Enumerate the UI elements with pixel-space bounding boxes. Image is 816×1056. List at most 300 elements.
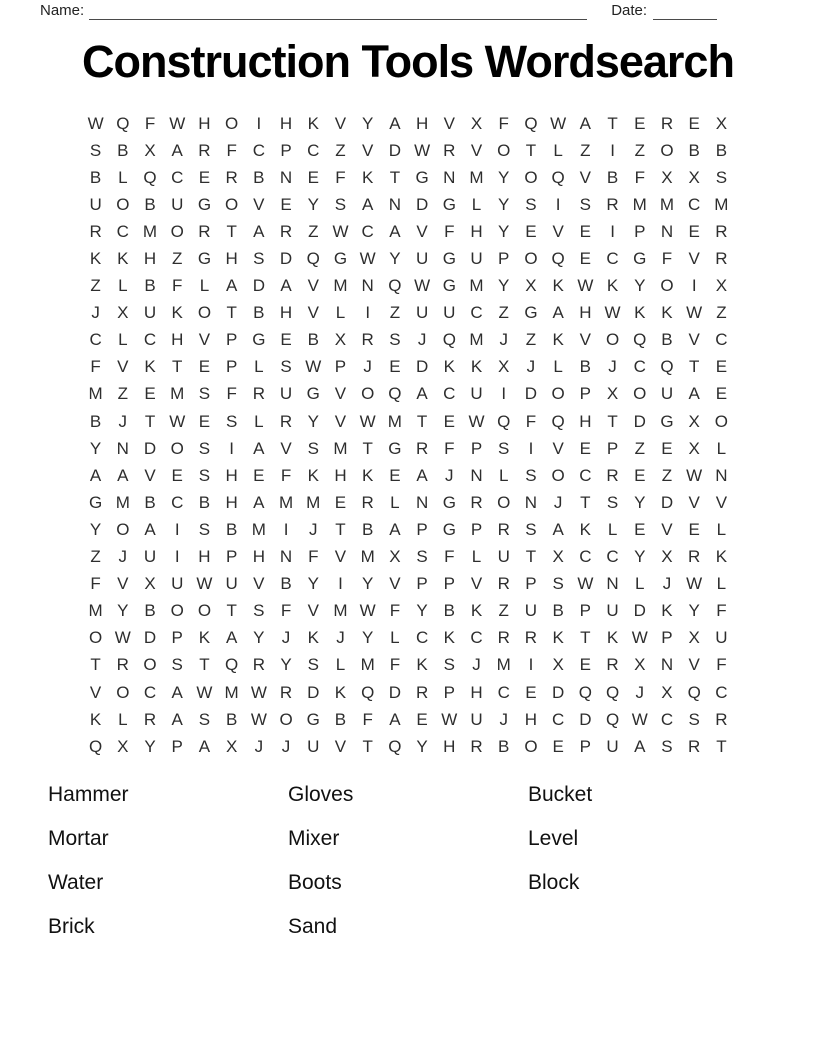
- grid-letter: B: [144, 601, 156, 621]
- grid-letter: U: [143, 303, 157, 323]
- word-list-item: Block: [528, 871, 580, 894]
- grid-letter: O: [197, 601, 212, 621]
- grid-letter: R: [470, 736, 483, 756]
- name-blank-line: [89, 5, 587, 20]
- grid-letter: Z: [90, 276, 101, 296]
- grid-letter: O: [170, 438, 184, 458]
- grid-letter: E: [307, 167, 319, 187]
- grid-letter: X: [688, 438, 700, 458]
- grid-letter: J: [281, 736, 291, 756]
- grid-letter: G: [442, 492, 456, 512]
- grid-letter: L: [335, 303, 346, 323]
- grid-letter: D: [252, 276, 265, 296]
- grid-letter: Y: [307, 411, 319, 431]
- word-list-column: [528, 773, 768, 949]
- grid-letter: A: [416, 384, 428, 404]
- grid-letter: V: [552, 438, 564, 458]
- grid-letter: M: [469, 167, 484, 187]
- grid-letter: F: [389, 655, 401, 675]
- grid-letter: S: [715, 167, 728, 187]
- grid-letter: C: [361, 221, 374, 241]
- grid-letter: T: [144, 411, 156, 431]
- grid-letter: Y: [688, 601, 700, 621]
- grid-letter: F: [90, 574, 101, 594]
- grid-letter: V: [253, 574, 265, 594]
- grid-letter: F: [444, 438, 455, 458]
- grid-letter: O: [225, 194, 239, 214]
- grid-letter: X: [715, 276, 728, 296]
- grid-letter: K: [661, 601, 673, 621]
- grid-letter: Y: [634, 492, 646, 512]
- grid-letter: M: [333, 438, 348, 458]
- grid-letter: M: [142, 221, 158, 241]
- grid-letter: W: [686, 574, 703, 594]
- grid-letter: J: [254, 736, 264, 756]
- grid-letter: G: [333, 249, 348, 269]
- grid-letter: P: [443, 682, 455, 702]
- word-list-item: Brick: [48, 915, 95, 938]
- word-list: [48, 773, 768, 949]
- grid-letter: X: [117, 736, 129, 756]
- grid-letter: R: [89, 221, 102, 241]
- grid-letter: L: [553, 357, 563, 377]
- grid-letter: P: [443, 574, 455, 594]
- grid-letter: D: [143, 628, 157, 648]
- grid-letter: T: [607, 113, 618, 133]
- grid-letter: J: [445, 465, 454, 485]
- grid-letter: P: [579, 736, 592, 756]
- grid-letter: U: [279, 384, 293, 404]
- grid-letter: H: [225, 492, 238, 512]
- grid-letter: U: [606, 601, 619, 621]
- grid-letter: E: [688, 113, 700, 133]
- grid-letter: C: [715, 330, 728, 350]
- grid-letter: Y: [253, 628, 265, 648]
- grid-letter: K: [307, 465, 319, 485]
- grid-letter: L: [635, 574, 645, 594]
- grid-letter: O: [88, 628, 103, 648]
- grid-letter: C: [143, 682, 157, 702]
- grid-letter: R: [415, 682, 429, 702]
- grid-letter: Y: [416, 601, 428, 621]
- grid-letter: N: [279, 547, 293, 567]
- grid-letter: C: [252, 140, 265, 160]
- grid-letter: V: [253, 194, 265, 214]
- grid-letter: R: [497, 574, 510, 594]
- grid-letter: H: [470, 682, 483, 702]
- grid-letter: E: [634, 113, 646, 133]
- grid-letter: L: [118, 709, 128, 729]
- grid-letter: U: [470, 709, 483, 729]
- grid-letter: T: [199, 655, 210, 675]
- grid-letter: X: [389, 547, 401, 567]
- grid-letter: Y: [307, 574, 319, 594]
- grid-letter: M: [115, 492, 130, 512]
- grid-letter: A: [171, 709, 183, 729]
- grid-letter: S: [253, 249, 265, 269]
- grid-letter: L: [254, 411, 264, 431]
- grid-letter: U: [470, 384, 483, 404]
- grid-letter: B: [198, 492, 211, 512]
- grid-letter: Q: [605, 709, 620, 729]
- grid-letter: V: [470, 574, 483, 594]
- grid-letter: A: [280, 276, 292, 296]
- grid-letter: N: [715, 465, 728, 485]
- grid-letter: L: [471, 194, 482, 214]
- grid-letter: H: [225, 465, 238, 485]
- grid-letter: K: [362, 465, 374, 485]
- grid-letter: V: [579, 330, 592, 350]
- grid-letter: A: [225, 628, 238, 648]
- grid-letter: Z: [90, 547, 101, 567]
- grid-letter: L: [118, 276, 128, 296]
- grid-letter: Q: [605, 682, 620, 702]
- grid-letter: V: [307, 601, 319, 621]
- grid-letter: F: [716, 601, 727, 621]
- grid-letter: I: [283, 519, 289, 539]
- grid-letter: V: [307, 276, 319, 296]
- word-list-item: Hammer: [48, 783, 129, 806]
- grid-letter: L: [199, 276, 210, 296]
- grid-letter: E: [661, 438, 673, 458]
- grid-letter: W: [631, 709, 648, 729]
- grid-letter: E: [688, 519, 700, 539]
- grid-letter: E: [579, 221, 592, 241]
- grid-letter: M: [659, 194, 675, 214]
- grid-letter: J: [309, 519, 318, 539]
- grid-letter: C: [579, 465, 592, 485]
- grid-letter: M: [224, 682, 239, 702]
- grid-letter: J: [336, 628, 345, 648]
- grid-letter: X: [661, 682, 673, 702]
- grid-letter: J: [363, 357, 372, 377]
- grid-letter: D: [524, 384, 538, 404]
- grid-letter: C: [415, 628, 429, 648]
- grid-letter: U: [225, 574, 238, 594]
- word-list-item: Mortar: [48, 827, 109, 850]
- grid-letter: I: [528, 655, 534, 675]
- grid-letter: K: [552, 276, 564, 296]
- grid-letter: H: [171, 330, 184, 350]
- grid-letter: G: [197, 249, 212, 269]
- grid-letter: A: [253, 221, 265, 241]
- grid-letter: B: [280, 574, 292, 594]
- grid-letter: S: [171, 655, 183, 675]
- grid-letter: P: [579, 384, 592, 404]
- grid-letter: E: [634, 519, 646, 539]
- grid-letter: D: [388, 140, 402, 160]
- grid-letter: K: [661, 303, 673, 323]
- grid-letter: F: [389, 601, 401, 621]
- grid-letter: E: [688, 221, 700, 241]
- grid-letter: D: [633, 411, 646, 431]
- grid-letter: O: [497, 140, 511, 160]
- grid-letter: J: [281, 628, 291, 648]
- grid-letter: R: [688, 547, 701, 567]
- grid-letter: E: [416, 709, 428, 729]
- grid-letter: B: [144, 276, 156, 296]
- word-list-item: Sand: [288, 915, 338, 938]
- grid-letter: G: [88, 492, 103, 512]
- grid-letter: D: [633, 601, 646, 621]
- grid-letter: X: [144, 140, 156, 160]
- grid-letter: M: [170, 384, 185, 404]
- grid-letter: H: [415, 113, 429, 133]
- grid-letter: J: [472, 655, 481, 675]
- grid-letter: J: [118, 547, 128, 567]
- grid-letter: R: [660, 113, 674, 133]
- grid-letter: E: [389, 357, 401, 377]
- grid-letter: C: [688, 194, 701, 214]
- grid-letter: O: [660, 140, 674, 160]
- grid-letter: Q: [633, 330, 647, 350]
- grid-letter: S: [198, 519, 211, 539]
- grid-letter: R: [606, 465, 619, 485]
- grid-letter: A: [389, 221, 401, 241]
- grid-letter: T: [580, 492, 591, 512]
- grid-letter: S: [443, 655, 455, 675]
- grid-letter: M: [496, 655, 511, 675]
- grid-letter: T: [90, 655, 101, 675]
- word-list-item: Bucket: [528, 783, 593, 806]
- grid-letter: J: [91, 303, 100, 323]
- grid-letter: E: [280, 194, 292, 214]
- grid-letter: V: [117, 574, 129, 594]
- grid-letter: B: [225, 709, 238, 729]
- grid-letter: E: [525, 221, 537, 241]
- grid-letter: G: [442, 194, 456, 214]
- grid-letter: P: [661, 628, 673, 648]
- grid-letter: D: [415, 357, 429, 377]
- grid-letter: R: [361, 330, 374, 350]
- grid-letter: J: [553, 492, 563, 512]
- grid-letter: T: [362, 438, 373, 458]
- grid-letter: S: [198, 709, 211, 729]
- grid-letter: A: [89, 465, 102, 485]
- grid-letter: S: [89, 140, 102, 160]
- grid-letter: C: [143, 330, 157, 350]
- grid-letter: O: [660, 276, 674, 296]
- grid-letter: H: [225, 249, 238, 269]
- grid-letter: W: [686, 303, 703, 323]
- grid-letter: Y: [389, 249, 401, 269]
- grid-letter: K: [307, 628, 319, 648]
- grid-letter: Z: [498, 601, 509, 621]
- grid-letter: R: [252, 384, 265, 404]
- grid-letter: F: [634, 167, 645, 187]
- grid-letter: S: [198, 438, 211, 458]
- grid-letter: Y: [89, 519, 102, 539]
- grid-letter: W: [359, 411, 376, 431]
- word-list-column: [288, 773, 528, 949]
- grid-letter: Z: [308, 221, 319, 241]
- grid-letter: Q: [88, 736, 103, 756]
- grid-letter: T: [716, 736, 727, 756]
- grid-letter: R: [279, 682, 293, 702]
- grid-letter: M: [387, 411, 402, 431]
- grid-letter: X: [144, 574, 156, 594]
- grid-letter: S: [280, 357, 292, 377]
- grid-letter: U: [415, 249, 429, 269]
- grid-letter: C: [606, 249, 619, 269]
- grid-letter: W: [332, 221, 349, 241]
- grid-letter: U: [660, 384, 674, 404]
- grid-letter: E: [525, 682, 537, 702]
- grid-letter: Q: [442, 330, 456, 350]
- grid-letter: I: [174, 519, 180, 539]
- grid-letter: E: [171, 465, 183, 485]
- grid-letter: V: [688, 492, 700, 512]
- grid-letter: Q: [388, 384, 402, 404]
- grid-letter: J: [635, 682, 645, 702]
- grid-letter: F: [226, 384, 237, 404]
- grid-letter: U: [497, 547, 510, 567]
- grid-letter: Y: [307, 194, 319, 214]
- grid-letter: P: [225, 330, 238, 350]
- grid-letter: U: [524, 601, 538, 621]
- grid-letter: B: [552, 601, 564, 621]
- grid-letter: W: [169, 113, 186, 133]
- grid-letter: F: [335, 167, 346, 187]
- grid-letter: B: [606, 167, 619, 187]
- grid-letter: U: [171, 574, 184, 594]
- grid-letter: Q: [306, 249, 320, 269]
- grid-letter: H: [443, 736, 456, 756]
- grid-letter: U: [143, 547, 157, 567]
- grid-letter: S: [253, 601, 265, 621]
- grid-letter: W: [577, 574, 594, 594]
- grid-letter: E: [579, 655, 592, 675]
- grid-letter: F: [498, 113, 509, 133]
- grid-letter: N: [415, 492, 429, 512]
- grid-letter: N: [279, 167, 293, 187]
- grid-letter: T: [607, 411, 618, 431]
- grid-letter: I: [555, 194, 561, 214]
- grid-letter: C: [89, 330, 102, 350]
- grid-letter: A: [416, 465, 428, 485]
- grid-letter: C: [552, 709, 565, 729]
- grid-letter: K: [579, 519, 592, 539]
- grid-letter: Q: [551, 167, 565, 187]
- grid-letter: H: [279, 303, 293, 323]
- grid-letter: Y: [498, 167, 510, 187]
- grid-letter: S: [552, 574, 564, 594]
- grid-letter: V: [280, 438, 292, 458]
- grid-letter: D: [660, 492, 674, 512]
- grid-letter: W: [359, 601, 376, 621]
- grid-letter: H: [252, 547, 265, 567]
- grid-letter: C: [470, 628, 483, 648]
- grid-letter: N: [660, 221, 674, 241]
- grid-letter: R: [198, 140, 211, 160]
- grid-letter: K: [198, 628, 211, 648]
- grid-letter: U: [606, 736, 619, 756]
- word-list-column: [48, 773, 288, 949]
- grid-letter: Q: [524, 113, 538, 133]
- grid-letter: V: [144, 465, 156, 485]
- grid-letter: I: [501, 384, 507, 404]
- grid-letter: O: [551, 465, 565, 485]
- grid-letter: B: [661, 330, 673, 350]
- grid-letter: J: [608, 357, 617, 377]
- grid-letter: X: [334, 330, 347, 350]
- grid-letter: T: [525, 547, 537, 567]
- grid-letter: R: [361, 492, 374, 512]
- grid-letter: S: [661, 736, 673, 756]
- grid-letter: Q: [388, 276, 402, 296]
- grid-letter: N: [524, 492, 538, 512]
- grid-letter: Y: [498, 221, 510, 241]
- grid-letter: J: [499, 709, 508, 729]
- grid-letter: E: [715, 384, 728, 404]
- grid-letter: X: [606, 384, 619, 404]
- grid-letter: W: [87, 113, 104, 133]
- grid-letter: F: [362, 709, 373, 729]
- grid-letter: C: [443, 384, 456, 404]
- grid-letter: V: [579, 167, 592, 187]
- grid-letter: A: [171, 140, 183, 160]
- grid-letter: W: [550, 113, 567, 133]
- grid-letter: X: [661, 167, 673, 187]
- grid-letter: S: [198, 384, 211, 404]
- grid-letter: Z: [389, 303, 401, 323]
- grid-letter: A: [253, 438, 265, 458]
- grid-letter: G: [660, 411, 674, 431]
- grid-letter: C: [171, 492, 184, 512]
- grid-letter: L: [254, 357, 264, 377]
- grid-letter: V: [117, 357, 129, 377]
- grid-letter: A: [117, 465, 129, 485]
- grid-letter: F: [661, 249, 673, 269]
- grid-letter: Y: [362, 574, 374, 594]
- grid-letter: T: [226, 221, 237, 241]
- grid-letter: K: [634, 303, 646, 323]
- grid-letter: K: [470, 601, 483, 621]
- grid-letter: H: [279, 113, 293, 133]
- grid-letter: Q: [116, 113, 130, 133]
- grid-letter: T: [335, 519, 346, 539]
- grid-letter: N: [606, 574, 619, 594]
- grid-letter: M: [469, 330, 484, 350]
- grid-letter: L: [498, 465, 509, 485]
- grid-letter: S: [606, 492, 619, 512]
- grid-letter: V: [688, 249, 700, 269]
- grid-letter: S: [307, 438, 319, 458]
- grid-letter: W: [468, 411, 485, 431]
- grid-letter: L: [716, 519, 727, 539]
- grid-letter: K: [307, 113, 319, 133]
- grid-letter: A: [362, 194, 374, 214]
- grid-letter: R: [715, 221, 728, 241]
- grid-letter: W: [631, 628, 648, 648]
- grid-letter: Q: [578, 682, 592, 702]
- grid-letter: P: [280, 140, 292, 160]
- grid-letter: C: [116, 221, 129, 241]
- word-list-item: Water: [48, 871, 104, 894]
- grid-letter: O: [361, 384, 375, 404]
- grid-letter: B: [307, 330, 319, 350]
- grid-letter: F: [144, 113, 156, 133]
- grid-letter: M: [632, 194, 647, 214]
- grid-letter: C: [606, 547, 619, 567]
- grid-letter: Q: [143, 167, 157, 187]
- grid-letter: O: [279, 709, 293, 729]
- grid-letter: R: [715, 249, 728, 269]
- grid-letter: M: [469, 276, 484, 296]
- grid-letter: G: [252, 330, 266, 350]
- grid-letter: X: [117, 303, 129, 323]
- grid-letter: B: [715, 140, 728, 160]
